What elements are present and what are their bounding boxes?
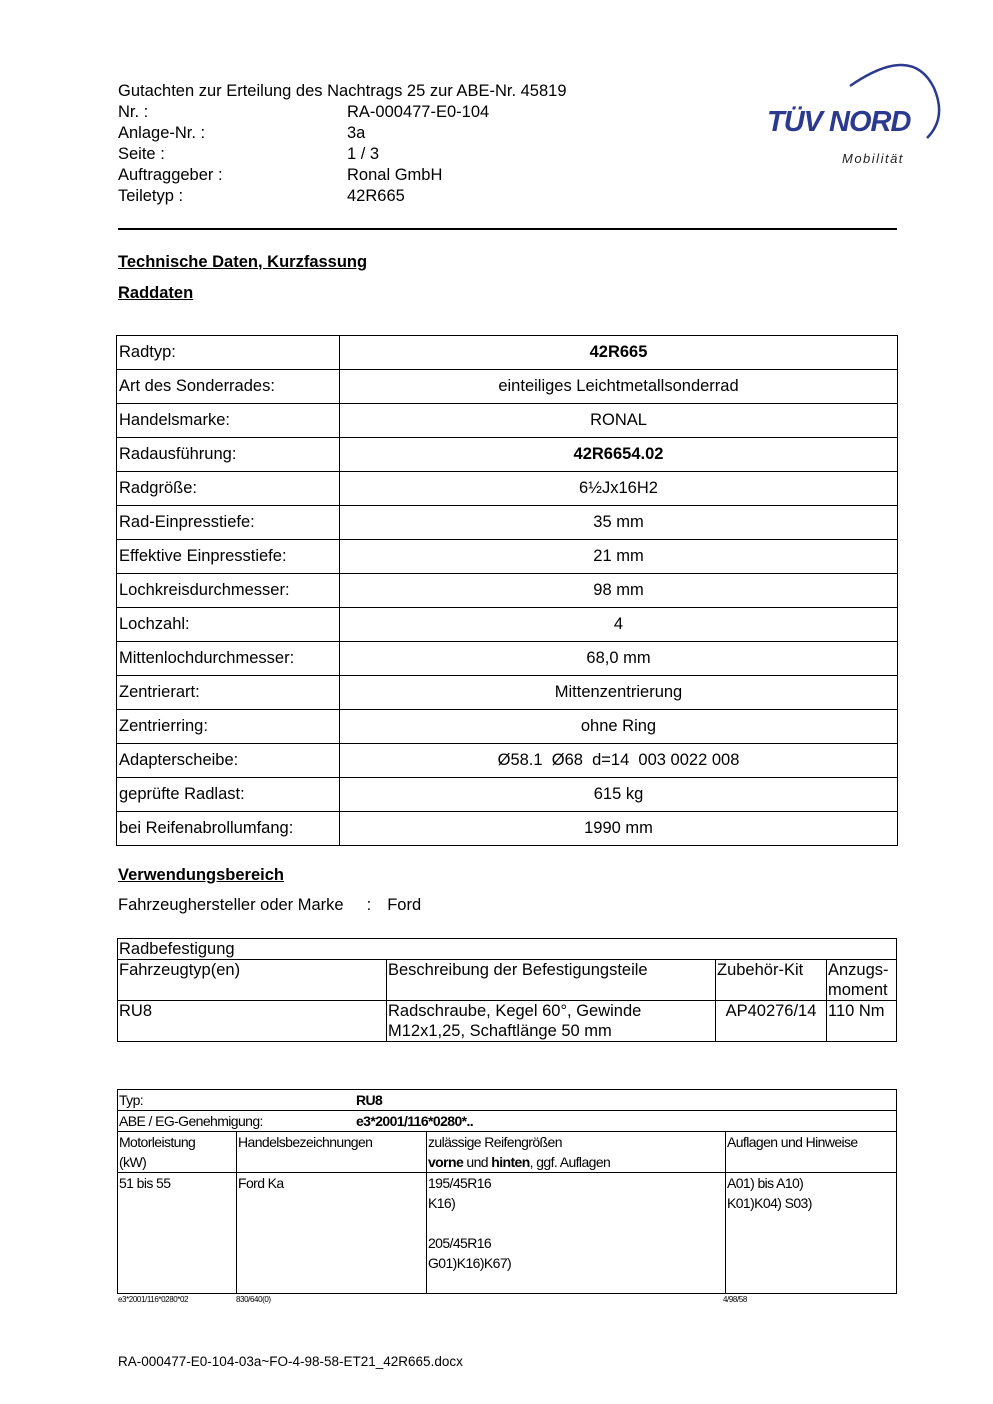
document-footer: RA-000477-E0-104-03a~FO-4-98-58-ET21_42R665.docx	[118, 1354, 463, 1369]
raddaten-value: 42R6654.02	[340, 438, 898, 472]
raddaten-row	[117, 608, 898, 642]
header-auflagen: Auflagen und Hinweise	[726, 1132, 897, 1173]
header-divider	[118, 228, 897, 230]
raddaten-row	[117, 404, 898, 438]
cell-anzugsmoment: 110 Nm	[827, 1001, 897, 1042]
raddaten-row	[117, 710, 898, 744]
raddaten-value: Mittenzentrierung	[340, 676, 898, 710]
typ-footnote-approval: e3*2001/116*0280*02	[118, 1295, 189, 1304]
header-row-teiletyp: Teiletyp : 42R665	[118, 187, 405, 205]
raddaten-value: 4	[340, 608, 898, 642]
fahrzeughersteller-label: Fahrzeughersteller oder Marke	[118, 896, 344, 914]
raddaten-label: bei Reifenabrollumfang:	[117, 812, 340, 846]
raddaten-label: Lochzahl:	[117, 608, 340, 642]
raddaten-label: geprüfte Radlast:	[117, 778, 340, 812]
document-header	[118, 81, 567, 207]
section-title-technische-daten: Technische Daten, Kurzfassung	[118, 253, 368, 271]
abe-row	[118, 1111, 897, 1132]
raddaten-value: einteiliges Leichtmetallsonderrad	[340, 370, 898, 404]
cell-handelsbezeichnung: Ford Ka	[237, 1173, 427, 1294]
radbefestigung-title-row	[118, 939, 897, 960]
raddaten-row	[117, 676, 898, 710]
logo-text: TÜV NORD	[767, 106, 911, 138]
header-zubehoer-kit: Zubehör-Kit	[716, 960, 827, 1001]
fahrzeughersteller-sep: :	[366, 896, 372, 914]
logo-subtitle: Mobilität	[842, 151, 904, 166]
raddaten-label: Rad-Einpresstiefe:	[117, 506, 340, 540]
typ-label: Typ:	[119, 1092, 144, 1108]
cell-fahrzeugtyp: RU8	[118, 1001, 387, 1042]
header-handelsbezeichnungen: Handelsbezeichnungen	[237, 1132, 427, 1173]
raddaten-value: RONAL	[340, 404, 898, 438]
typ-row	[118, 1090, 897, 1111]
cell-motorleistung: 51 bis 55	[118, 1173, 237, 1294]
raddaten-row	[117, 336, 898, 370]
header-anzugsmoment: Anzugs- moment	[827, 960, 897, 1001]
radbefestigung-table	[117, 938, 897, 1042]
radbefestigung-title: Radbefestigung	[118, 939, 897, 960]
raddaten-label: Radgröße:	[117, 472, 340, 506]
raddaten-row	[117, 778, 898, 812]
raddaten-row	[117, 574, 898, 608]
raddaten-row	[117, 506, 898, 540]
raddaten-label: Zentrierart:	[117, 676, 340, 710]
cell-auflagen: A01) bis A10) K01)K04) S03)	[726, 1173, 897, 1294]
raddaten-row	[117, 744, 898, 778]
tuv-nord-logo	[762, 58, 942, 173]
raddaten-label: Lochkreisdurchmesser:	[117, 574, 340, 608]
raddaten-table	[116, 335, 898, 846]
raddaten-label: Effektive Einpresstiefe:	[117, 540, 340, 574]
fahrzeughersteller-value: Ford	[387, 896, 422, 914]
header-fahrzeugtyp: Fahrzeugtyp(en)	[118, 960, 387, 1001]
typ-footnote-form: 4/98/58	[723, 1295, 747, 1304]
raddaten-value: 1990 mm	[340, 812, 898, 846]
typ-data-row	[118, 1173, 897, 1294]
radbefestigung-row	[118, 1001, 897, 1042]
fahrzeughersteller-line	[118, 896, 421, 915]
typ-value: RU8	[356, 1092, 383, 1108]
typ-footnote-code: 830/640(0)	[236, 1295, 271, 1304]
raddaten-value: 6½Jx16H2	[340, 472, 898, 506]
cell-zubehoer-kit: AP40276/14	[716, 1001, 827, 1042]
raddaten-value: 98 mm	[340, 574, 898, 608]
raddaten-label: Zentrierring:	[117, 710, 340, 744]
raddaten-row	[117, 438, 898, 472]
section-title-raddaten: Raddaten	[118, 284, 194, 302]
header-beschreibung: Beschreibung der Befestigungsteile	[387, 960, 716, 1001]
header-row-anlage: Anlage-Nr. : 3a	[118, 124, 366, 142]
document-title: Gutachten zur Erteilung des Nachtrags 25 zur ABE-Nr. 45819	[118, 82, 567, 100]
cell-beschreibung: Radschraube, Kegel 60°, Gewinde M12x1,25, Schaftlänge 50 mm	[387, 1001, 716, 1042]
raddaten-row	[117, 812, 898, 846]
header-row-auftraggeber: Auftraggeber : Ronal GmbH	[118, 166, 443, 184]
header-motorleistung: Motorleistung (kW)	[118, 1132, 237, 1173]
raddaten-row	[117, 540, 898, 574]
abe-value: e3*2001/116*0280*..	[356, 1113, 474, 1129]
raddaten-row	[117, 370, 898, 404]
raddaten-value: ohne Ring	[340, 710, 898, 744]
raddaten-label: Radtyp:	[117, 336, 340, 370]
raddaten-label: Handelsmarke:	[117, 404, 340, 438]
raddaten-label: Art des Sonderrades:	[117, 370, 340, 404]
raddaten-value: 21 mm	[340, 540, 898, 574]
radbefestigung-header-row	[118, 960, 897, 1001]
header-reifengroessen: zulässige Reifengrößen vorne und hinten, ggf. Auflagen	[427, 1132, 726, 1173]
section-title-verwendungsbereich: Verwendungsbereich	[118, 866, 284, 884]
typ-table	[117, 1089, 897, 1294]
abe-label: ABE / EG-Genehmigung:	[119, 1113, 263, 1129]
header-row-seite: Seite : 1 / 3	[118, 145, 380, 163]
raddaten-row	[117, 642, 898, 676]
raddaten-label: Adapterscheibe:	[117, 744, 340, 778]
raddaten-value: 615 kg	[340, 778, 898, 812]
raddaten-value: Ø58.1 Ø68 d=14 003 0022 008	[340, 744, 898, 778]
raddaten-row	[117, 472, 898, 506]
cell-reifengroessen: 195/45R16 K16) 205/45R16 G01)K16)K67)	[427, 1173, 726, 1294]
typ-header-row	[118, 1132, 897, 1173]
raddaten-label: Mittenlochdurchmesser:	[117, 642, 340, 676]
header-row-nr: Nr. : RA-000477-E0-104	[118, 103, 490, 121]
raddaten-value: 35 mm	[340, 506, 898, 540]
raddaten-label: Radausführung:	[117, 438, 340, 472]
raddaten-value: 68,0 mm	[340, 642, 898, 676]
raddaten-value: 42R665	[340, 336, 898, 370]
